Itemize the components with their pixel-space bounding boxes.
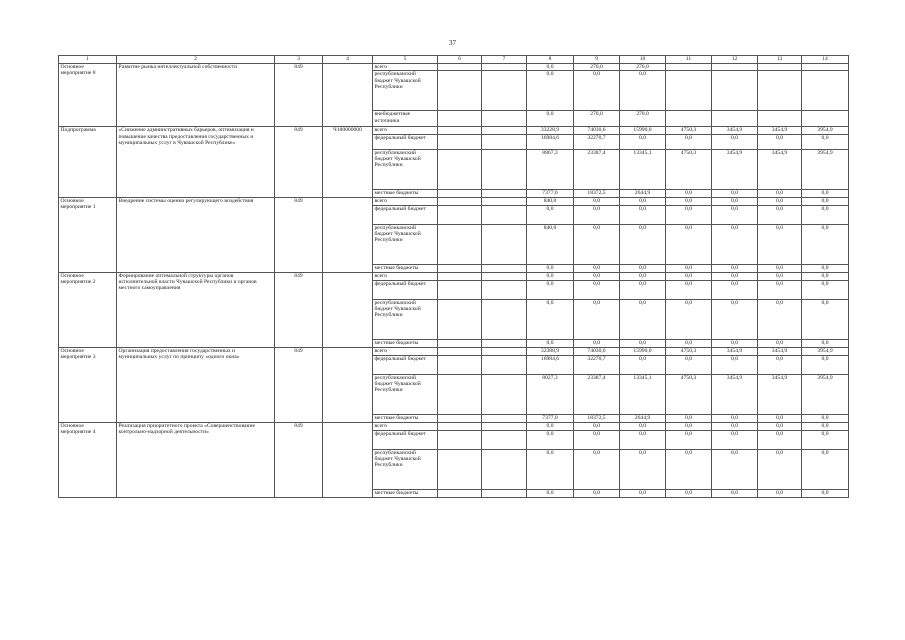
value-cell: 0,0 (666, 134, 712, 149)
empty-cell (438, 449, 482, 489)
value-cell: 13345,1 (620, 149, 666, 189)
value-cell: 0,0 (620, 422, 666, 430)
value-cell: 23387,4 (574, 149, 620, 189)
value-cell: 0,0 (527, 449, 574, 489)
value-cell: 0,0 (758, 264, 802, 272)
value-cell: 0,0 (666, 205, 712, 224)
value-cell: 7377,0 (527, 189, 574, 197)
value-cell: 33228,9 (527, 127, 574, 134)
empty-cell (438, 489, 482, 497)
table-row (59, 197, 849, 205)
target-code-cell (323, 197, 373, 272)
value-cell: 0,0 (712, 197, 758, 205)
value-cell: 0,0 (712, 272, 758, 280)
table-row (59, 347, 849, 355)
funding-source-cell: республиканский бюджет Чувашской Республики (373, 149, 438, 189)
value-cell: 3954,9 (802, 347, 849, 355)
value-cell: 0,0 (802, 299, 849, 339)
funding-source-cell: всего (373, 347, 438, 355)
value-cell: 0,0 (802, 339, 849, 347)
value-cell: 0,0 (802, 205, 849, 224)
empty-cell (482, 149, 527, 189)
funding-source-cell: всего (373, 422, 438, 430)
value-cell: 0,0 (574, 422, 620, 430)
value-cell: 0,0 (527, 264, 574, 272)
value-cell: 0,0 (620, 197, 666, 205)
value-cell: 0,0 (758, 355, 802, 374)
executor-code-cell: 849 (275, 422, 323, 497)
value-cell: 0,0 (758, 430, 802, 449)
value-cell: 0,0 (712, 205, 758, 224)
empty-cell (438, 430, 482, 449)
empty-cell (438, 299, 482, 339)
target-code-cell: Ч180000000 (323, 127, 373, 197)
program-name-cell: Реализация приоритетного проекта «Совершенствование контрольно-надзорной деятельности» (117, 422, 275, 497)
value-cell: 0,0 (712, 299, 758, 339)
value-cell: 0,0 (527, 71, 574, 111)
empty-cell (438, 149, 482, 189)
value-cell: 0,0 (712, 339, 758, 347)
empty-cell (438, 272, 482, 280)
value-cell: 0,0 (527, 489, 574, 497)
column-header: 12 (712, 56, 758, 64)
program-name-cell: Внедрение системы оценки регулирующего воздействия (117, 197, 275, 272)
value-cell: 3454,9 (712, 149, 758, 189)
value-cell: 0,0 (802, 280, 849, 299)
value-cell: 0,0 (712, 355, 758, 374)
column-header: 5 (373, 56, 438, 64)
value-cell: 0,0 (758, 299, 802, 339)
value-cell: 0,0 (527, 272, 574, 280)
program-status-cell: Основное мероприятие 1 (59, 197, 117, 272)
table-row (59, 422, 849, 430)
value-cell: 4750,3 (666, 347, 712, 355)
value-cell (712, 111, 758, 127)
value-cell (758, 64, 802, 71)
value-cell: 0,0 (666, 489, 712, 497)
value-cell: 0,0 (574, 272, 620, 280)
value-cell: 74030,6 (574, 127, 620, 134)
value-cell: 0,0 (802, 449, 849, 489)
column-header: 2 (117, 56, 275, 64)
program-name-cell: «Снижение административных барьеров, оптимизация и повышение качества предоставления государственных и муниципальных услуг в Чувашской Республике» (117, 127, 275, 197)
value-cell: 0,0 (574, 430, 620, 449)
value-cell: 270,0 (574, 64, 620, 71)
value-cell: 0,0 (527, 205, 574, 224)
target-code-cell (323, 64, 373, 127)
empty-cell (482, 355, 527, 374)
value-cell (666, 64, 712, 71)
value-cell: 0,0 (620, 339, 666, 347)
value-cell: 0,0 (620, 449, 666, 489)
funding-source-cell: федеральный бюджет (373, 280, 438, 299)
value-cell: 0,0 (802, 422, 849, 430)
value-cell: 3454,9 (758, 347, 802, 355)
value-cell: 0,0 (712, 489, 758, 497)
value-cell: 16984,6 (527, 355, 574, 374)
value-cell: 0,0 (758, 339, 802, 347)
value-cell: 8867,3 (527, 149, 574, 189)
page-number: 37 (449, 39, 456, 47)
value-cell: 0,0 (620, 272, 666, 280)
value-cell: 0,0 (620, 489, 666, 497)
column-header: 1 (59, 56, 117, 64)
value-cell: 0,0 (758, 422, 802, 430)
value-cell: 15990,0 (620, 347, 666, 355)
value-cell (802, 71, 849, 111)
empty-cell (438, 339, 482, 347)
value-cell (712, 64, 758, 71)
value-cell (666, 71, 712, 111)
value-cell: 840,0 (527, 197, 574, 205)
empty-cell (438, 264, 482, 272)
value-cell: 0,0 (712, 224, 758, 264)
value-cell: 4750,3 (666, 374, 712, 414)
value-cell: 18372,5 (574, 414, 620, 422)
value-cell: 3454,9 (758, 149, 802, 189)
value-cell: 15990,0 (620, 127, 666, 134)
program-status-cell: Подпрограмма (59, 127, 117, 197)
empty-cell (482, 299, 527, 339)
funding-source-cell: федеральный бюджет (373, 430, 438, 449)
column-header: 10 (620, 56, 666, 64)
value-cell: 0,0 (802, 272, 849, 280)
value-cell: 0,0 (527, 64, 574, 71)
value-cell: 0,0 (666, 197, 712, 205)
empty-cell (438, 374, 482, 414)
value-cell: 270,0 (620, 111, 666, 127)
empty-cell (438, 197, 482, 205)
value-cell: 3454,9 (758, 374, 802, 414)
funding-source-cell: местные бюджеты (373, 414, 438, 422)
value-cell: 0,0 (802, 134, 849, 149)
value-cell: 0,0 (758, 224, 802, 264)
value-cell: 3954,9 (802, 149, 849, 189)
program-name-cell: Развитие рынка интеллектуальной собственности (117, 64, 275, 127)
value-cell (802, 64, 849, 71)
program-status-cell: Основное мероприятие 4 (59, 422, 117, 497)
empty-cell (482, 489, 527, 497)
value-cell: 0,0 (802, 430, 849, 449)
program-status-cell: Основное мероприятие 2 (59, 272, 117, 347)
funding-source-cell: федеральный бюджет (373, 355, 438, 374)
value-cell: 0,0 (527, 111, 574, 127)
value-cell: 0,0 (666, 422, 712, 430)
executor-code-cell: 849 (275, 64, 323, 127)
value-cell: 3454,9 (712, 347, 758, 355)
funding-source-cell: федеральный бюджет (373, 134, 438, 149)
empty-cell (482, 414, 527, 422)
value-cell: 0,0 (574, 197, 620, 205)
value-cell: 0,0 (802, 355, 849, 374)
value-cell: 0,0 (758, 414, 802, 422)
budget-table (58, 55, 849, 498)
funding-source-cell: местные бюджеты (373, 339, 438, 347)
value-cell: 0,0 (527, 422, 574, 430)
value-cell: 0,0 (574, 280, 620, 299)
funding-source-cell: республиканский бюджет Чувашской Республики (373, 299, 438, 339)
empty-cell (482, 339, 527, 347)
value-cell: 32270,7 (574, 355, 620, 374)
value-cell: 0,0 (802, 224, 849, 264)
empty-cell (438, 422, 482, 430)
value-cell: 0,0 (620, 299, 666, 339)
funding-source-cell: местные бюджеты (373, 264, 438, 272)
value-cell: 4750,3 (666, 149, 712, 189)
value-cell: 0,0 (712, 134, 758, 149)
table-row (59, 64, 849, 71)
table-header-row (59, 56, 849, 64)
empty-cell (438, 414, 482, 422)
value-cell: 23387,4 (574, 374, 620, 414)
value-cell: 3954,9 (802, 374, 849, 414)
value-cell: 0,0 (620, 224, 666, 264)
value-cell: 0,0 (802, 197, 849, 205)
value-cell: 0,0 (758, 205, 802, 224)
value-cell: 270,0 (620, 64, 666, 71)
empty-cell (482, 264, 527, 272)
value-cell: 0,0 (802, 489, 849, 497)
column-header: 7 (482, 56, 527, 64)
value-cell (758, 71, 802, 111)
value-cell: 0,0 (802, 264, 849, 272)
value-cell: 0,0 (712, 449, 758, 489)
funding-source-cell: всего (373, 197, 438, 205)
value-cell: 0,0 (574, 71, 620, 111)
value-cell: 0,0 (574, 264, 620, 272)
value-cell: 0,0 (712, 264, 758, 272)
empty-cell (438, 355, 482, 374)
column-header: 14 (802, 56, 849, 64)
funding-source-cell: внебюджетные источники (373, 111, 438, 127)
value-cell: 270,0 (574, 111, 620, 127)
program-status-cell: Основное мероприятие 8 (59, 64, 117, 127)
value-cell (712, 71, 758, 111)
empty-cell (438, 71, 482, 111)
executor-code-cell: 849 (275, 127, 323, 197)
value-cell: 0,0 (758, 197, 802, 205)
empty-cell (438, 224, 482, 264)
value-cell: 0,0 (666, 264, 712, 272)
empty-cell (482, 71, 527, 111)
funding-source-cell: всего (373, 127, 438, 134)
empty-cell (438, 134, 482, 149)
empty-cell (482, 205, 527, 224)
value-cell: 0,0 (620, 71, 666, 111)
target-code-cell (323, 422, 373, 497)
table-row (59, 127, 849, 134)
value-cell: 7377,0 (527, 414, 574, 422)
value-cell: 0,0 (758, 189, 802, 197)
value-cell: 0,0 (712, 280, 758, 299)
value-cell: 0,0 (666, 272, 712, 280)
funding-source-cell: местные бюджеты (373, 189, 438, 197)
value-cell: 0,0 (574, 449, 620, 489)
value-cell: 0,0 (574, 339, 620, 347)
empty-cell (482, 64, 527, 71)
empty-cell (482, 197, 527, 205)
value-cell: 0,0 (620, 134, 666, 149)
program-status-cell: Основное мероприятие 3 (59, 347, 117, 422)
funding-source-cell: республиканский бюджет Чувашской Республики (373, 224, 438, 264)
value-cell: 0,0 (666, 280, 712, 299)
value-cell: 0,0 (527, 430, 574, 449)
value-cell: 0,0 (802, 189, 849, 197)
funding-source-cell: всего (373, 64, 438, 71)
empty-cell (438, 280, 482, 299)
value-cell: 0,0 (620, 264, 666, 272)
program-name-cell: Организация предоставления государственных и муниципальных услуг по принципу «одного окна» (117, 347, 275, 422)
column-header: 9 (574, 56, 620, 64)
column-header: 13 (758, 56, 802, 64)
value-cell: 0,0 (758, 489, 802, 497)
empty-cell (482, 374, 527, 414)
value-cell: 0,0 (666, 430, 712, 449)
empty-cell (482, 189, 527, 197)
funding-source-cell: республиканский бюджет Чувашской Республики (373, 374, 438, 414)
empty-cell (482, 280, 527, 299)
value-cell: 0,0 (527, 339, 574, 347)
table-row (59, 272, 849, 280)
value-cell: 0,0 (758, 449, 802, 489)
funding-source-cell: местные бюджеты (373, 489, 438, 497)
value-cell: 0,0 (666, 224, 712, 264)
program-name-cell: Формирование оптимальной структуры органов исполнительной власти Чувашской Республики и органов местного самоуправления (117, 272, 275, 347)
value-cell: 0,0 (574, 205, 620, 224)
value-cell: 0,0 (666, 355, 712, 374)
empty-cell (482, 422, 527, 430)
column-header: 4 (323, 56, 373, 64)
empty-cell (482, 449, 527, 489)
value-cell: 0,0 (712, 430, 758, 449)
value-cell: 0,0 (712, 414, 758, 422)
value-cell: 0,0 (620, 355, 666, 374)
empty-cell (438, 347, 482, 355)
executor-code-cell: 849 (275, 197, 323, 272)
empty-cell (482, 224, 527, 264)
value-cell: 0,0 (620, 280, 666, 299)
empty-cell (482, 272, 527, 280)
value-cell: 0,0 (574, 224, 620, 264)
value-cell: 3954,9 (802, 127, 849, 134)
value-cell: 0,0 (712, 422, 758, 430)
funding-source-cell: федеральный бюджет (373, 205, 438, 224)
funding-source-cell: республиканский бюджет Чувашской Республики (373, 449, 438, 489)
empty-cell (438, 189, 482, 197)
funding-source-cell: республиканский бюджет Чувашской Республики (373, 71, 438, 111)
empty-cell (482, 111, 527, 127)
empty-cell (482, 127, 527, 134)
empty-cell (482, 347, 527, 355)
value-cell: 0,0 (666, 339, 712, 347)
value-cell: 0,0 (666, 414, 712, 422)
executor-code-cell: 849 (275, 347, 323, 422)
column-header: 11 (666, 56, 712, 64)
value-cell: 0,0 (758, 134, 802, 149)
value-cell: 0,0 (574, 489, 620, 497)
value-cell: 2644,9 (620, 189, 666, 197)
value-cell: 32270,7 (574, 134, 620, 149)
value-cell: 0,0 (527, 299, 574, 339)
value-cell: 0,0 (527, 280, 574, 299)
value-cell: 0,0 (758, 272, 802, 280)
value-cell: 840,0 (527, 224, 574, 264)
value-cell: 2644,9 (620, 414, 666, 422)
value-cell (758, 111, 802, 127)
value-cell: 0,0 (574, 299, 620, 339)
value-cell (802, 111, 849, 127)
value-cell: 0,0 (802, 414, 849, 422)
value-cell: 0,0 (666, 299, 712, 339)
value-cell: 0,0 (620, 205, 666, 224)
empty-cell (438, 205, 482, 224)
value-cell: 0,0 (758, 280, 802, 299)
empty-cell (438, 111, 482, 127)
value-cell: 18372,5 (574, 189, 620, 197)
value-cell: 8027,3 (527, 374, 574, 414)
table-body (59, 64, 849, 498)
value-cell: 16984,6 (527, 134, 574, 149)
value-cell: 4750,3 (666, 127, 712, 134)
value-cell: 32388,9 (527, 347, 574, 355)
column-header: 6 (438, 56, 482, 64)
value-cell: 3454,9 (712, 374, 758, 414)
target-code-cell (323, 347, 373, 422)
value-cell: 3454,9 (712, 127, 758, 134)
value-cell (666, 111, 712, 127)
empty-cell (482, 134, 527, 149)
empty-cell (438, 127, 482, 134)
column-header: 8 (527, 56, 574, 64)
column-header: 3 (275, 56, 323, 64)
value-cell: 0,0 (620, 430, 666, 449)
empty-cell (482, 430, 527, 449)
value-cell: 13345,1 (620, 374, 666, 414)
executor-code-cell: 849 (275, 272, 323, 347)
value-cell: 0,0 (666, 189, 712, 197)
value-cell: 0,0 (666, 449, 712, 489)
value-cell: 74030,6 (574, 347, 620, 355)
value-cell: 3454,9 (758, 127, 802, 134)
target-code-cell (323, 272, 373, 347)
empty-cell (438, 64, 482, 71)
value-cell: 0,0 (712, 189, 758, 197)
funding-source-cell: всего (373, 272, 438, 280)
